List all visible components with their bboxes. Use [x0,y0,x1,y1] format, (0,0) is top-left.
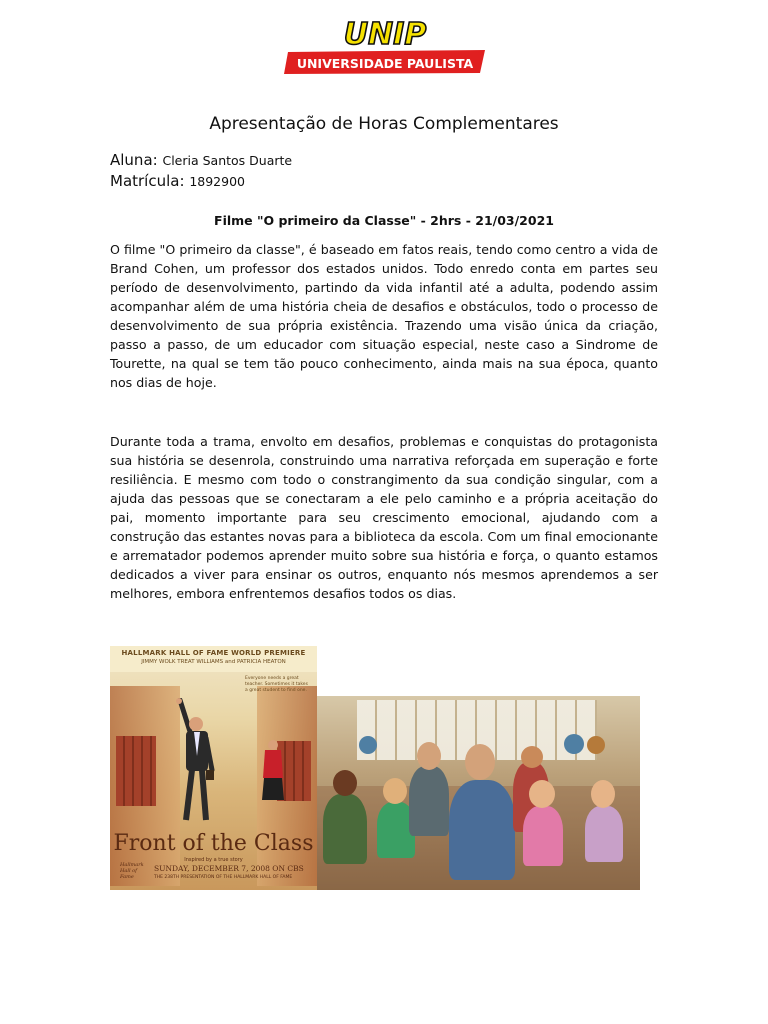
teacher-head [465,744,495,780]
teacher-figure [449,780,515,880]
lockers-left [116,736,156,806]
poster-air-date: SUNDAY, DECEMBER 7, 2008 ON CBS [154,864,304,873]
registration-row [110,172,245,190]
unip-wordmark: UNIP [343,18,427,52]
man-glasses-figure [409,766,449,836]
student-name: Cleria Santos Duarte [162,153,293,168]
registration-number: 1892900 [189,174,245,189]
poster-title: Front of the Class [113,831,314,856]
poster-inspired: Inspired by a true story [184,857,243,863]
film-subtitle: Filme "O primeiro da Classe" - 2hrs - 21/03/2021 [214,213,554,228]
globe-icon [587,736,605,754]
paragraph-2: Durante toda a trama, envolto em desafios, problemas e conquistas do protagonista sua história se desenrola, construindo uma narrativa reforçada em superação e forte resiliência. E mesmo com todo o constrangimento da sua condição singular, com a ajuda das pessoas que se conectaram a ele pelo caminho e a própria aceitação do pai, momento importante para seu crescimento emocional, ajudando com a construção das estantes novas para a biblioteca da escola. Com um final emocionante e arrematador podemos aprender muito sobre sua história e força, o quanto estamos dedicados a viver para ensinar os outros, enquanto nós mesmos aprendemos a ser melhores, embora enfrentemos desafios todos os dias. [110,434,658,601]
man-glasses-head [417,742,441,770]
boy-head [333,770,357,796]
poster-cast: JIMMY WOLK TREAT WILLIAMS and PATRICIA HEATON [141,659,286,665]
poster-banner: HALLMARK HALL OF FAME WORLD PREMIERE [121,649,306,657]
globe-icon [564,734,584,754]
girl-right-figure [585,806,623,862]
unip-subtitle: UNIVERSIDADE PAULISTA [296,56,474,71]
movie-poster [110,646,317,890]
globe-icon [359,736,377,754]
boy-figure [323,794,367,864]
student-label: Aluna: [110,151,158,169]
girl-pink-head [529,780,555,808]
unip-logo [280,18,490,76]
woman-figure [260,738,286,808]
girl-right-head [591,780,615,808]
woman-head [521,746,543,768]
registration-label: Matrícula: [110,172,185,190]
hallmark-logo: Hallmark Hall of Fame [120,862,144,880]
classroom-photo [317,696,640,890]
jumping-man-figure [172,698,216,828]
girl-pink-figure [523,806,563,866]
student-row [110,151,292,169]
page-title: Apresentação de Horas Complementares [209,114,559,134]
girl-green-head [383,778,407,804]
paragraph-1: O filme "O primeiro da classe", é baseado em fatos reais, tendo como centro a vida de Brand Cohen, um professor dos estados unidos. Todo enredo conta em partes seu período de desenvolvimento, partindo da vida infantil até a adulta, podendo assim acompanhar além de uma história cheia de desafios e obstáculos, todo o processo de desenvolvimento de sua própria existência. Trazendo uma visão única da criação, passo a passo, de um educador com situação especial, neste caso a Sindrome de Tourette, na qual se tem tão pouco conhecimento, ainda mais na sua época, quanto nos dias de hoje. [110,242,658,390]
poster-quote: Everyone needs a great teacher. Sometimes it takes a great student to find one. [245,676,308,693]
poster-footer: THE 238TH PRESENTATION OF THE HALLMARK HALL OF FAME [154,875,293,880]
